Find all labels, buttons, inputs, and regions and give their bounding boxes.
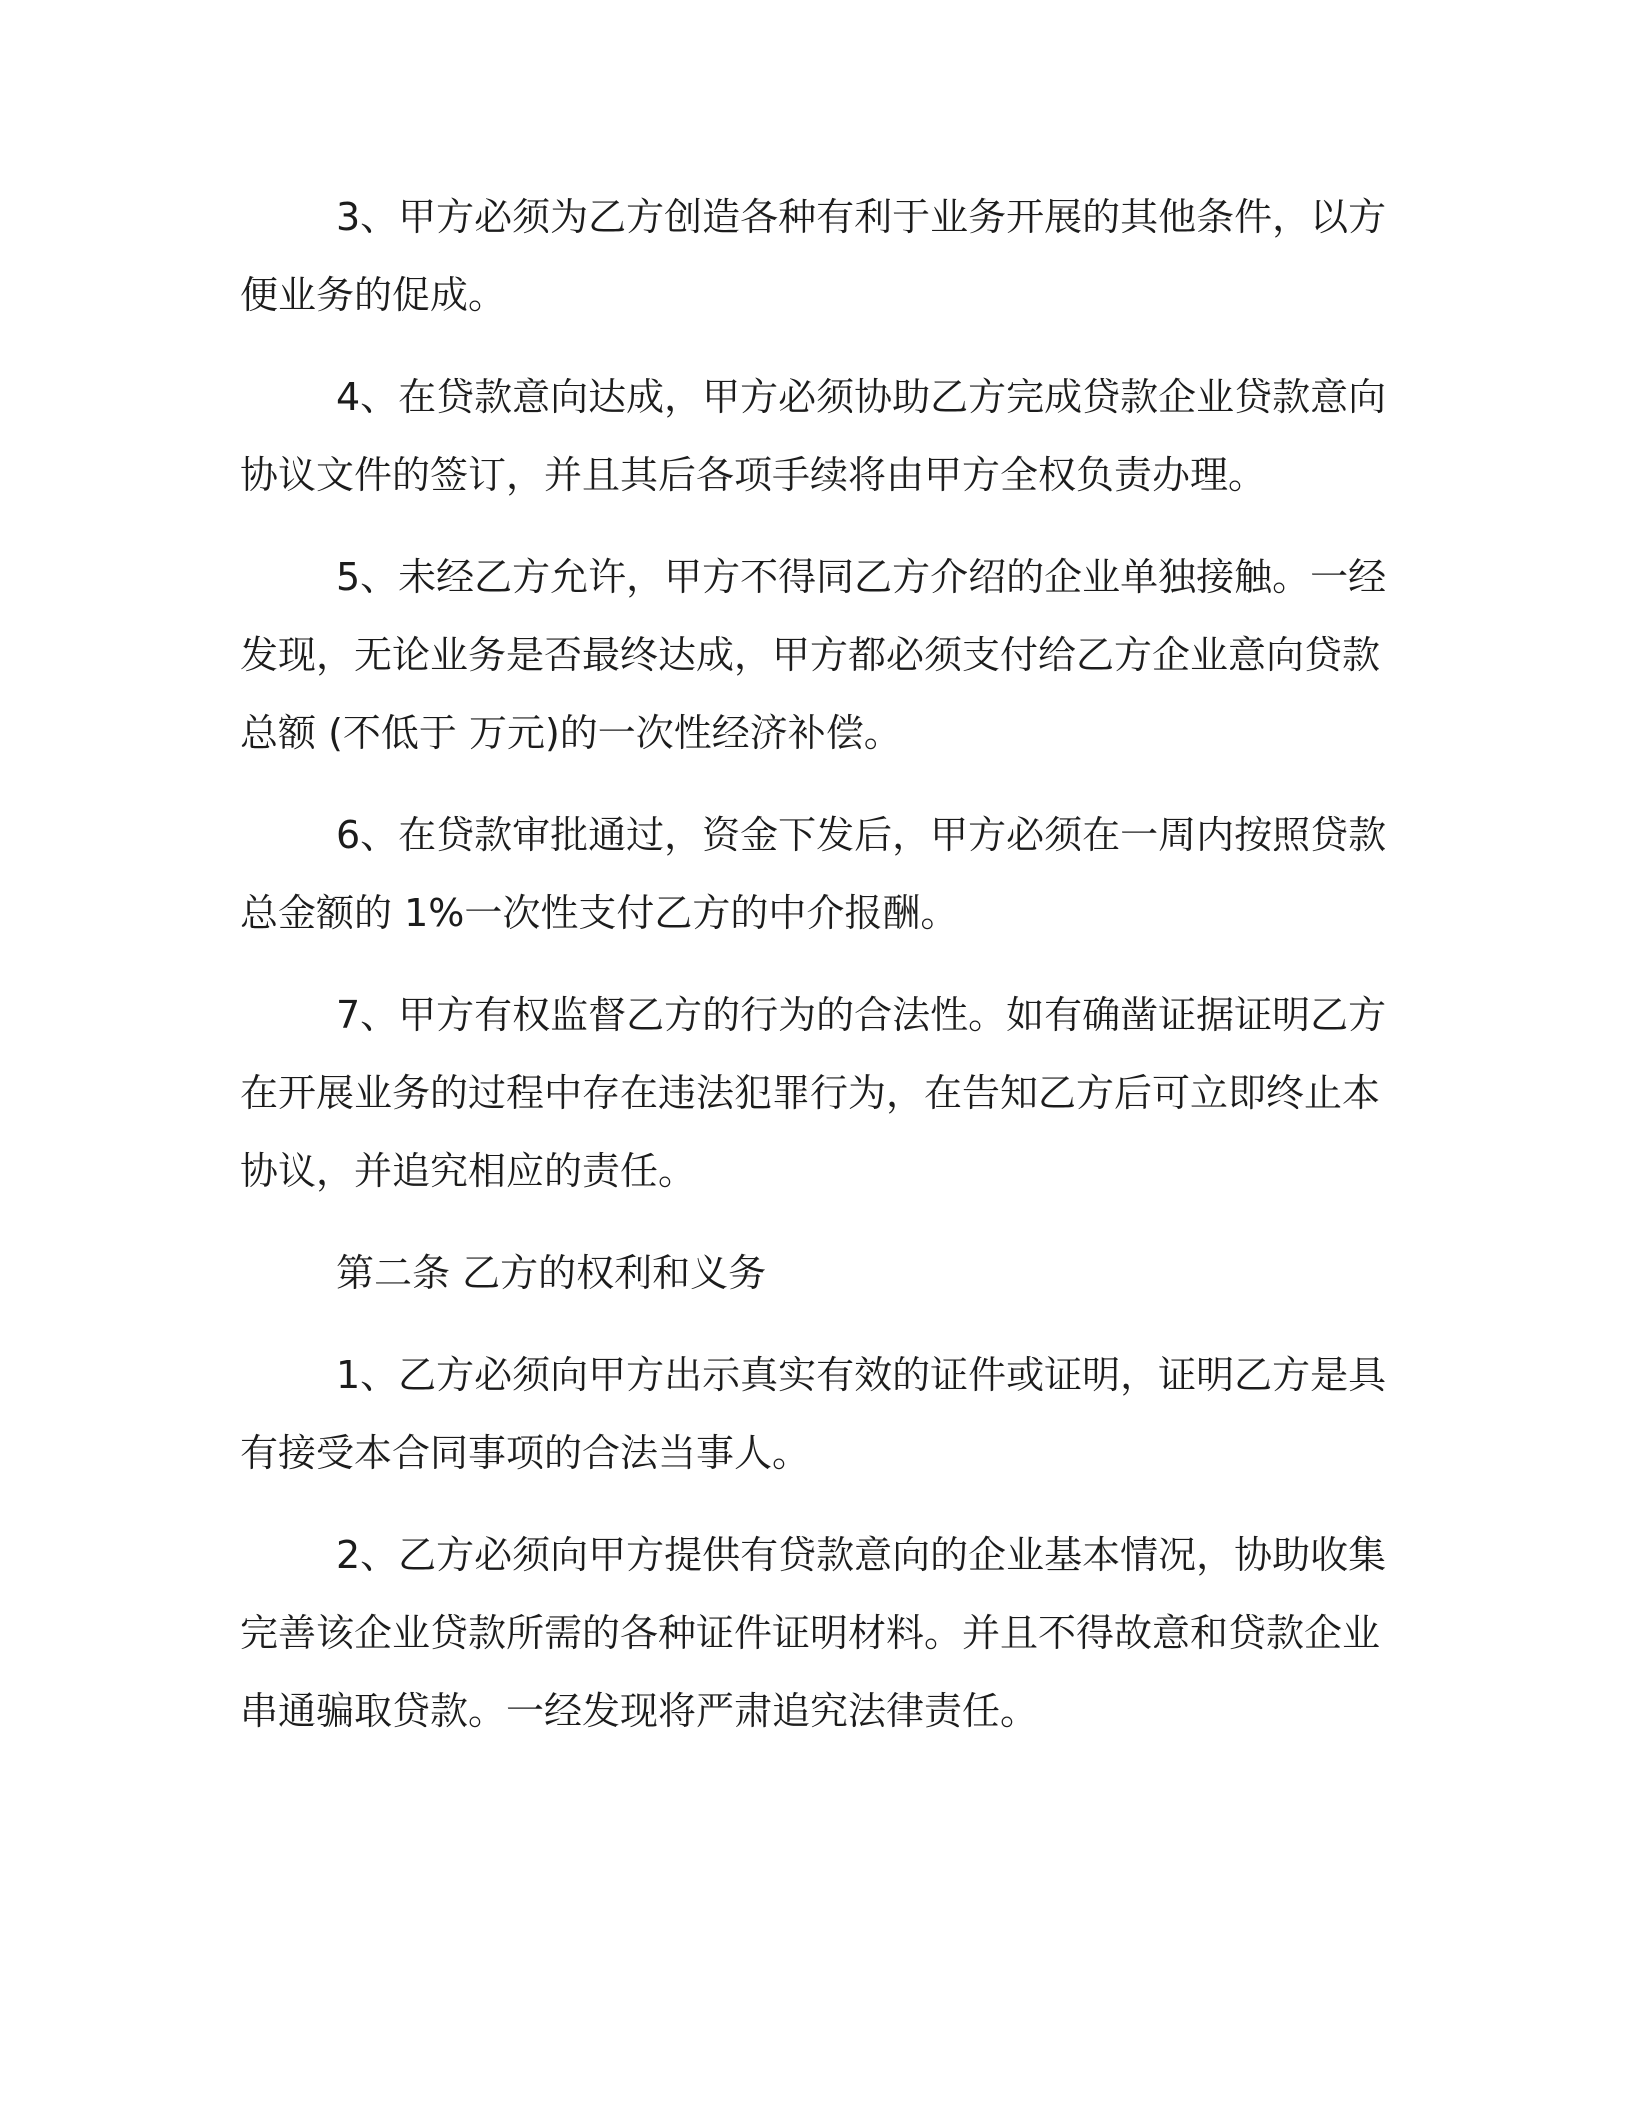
text-line: 5、未经乙方允许，甲方不得同乙方介绍的企业单独接触。一经 [336, 555, 1387, 599]
text-line: 在开展业务的过程中存在违法犯罪行为，在告知乙方后可立即终止本 [240, 1071, 1381, 1115]
text-line: 便业务的促成。 [240, 273, 507, 317]
heading-text: 第二条 乙方的权利和义务 [336, 1251, 767, 1295]
document-body [240, 178, 1387, 1774]
text-line: 协议，并追究相应的责任。 [240, 1149, 697, 1193]
text-line: 串通骗取贷款。一经发现将严肃追究法律责任。 [240, 1689, 1039, 1733]
text-line: 3、甲方必须为乙方创造各种有利于业务开展的其他条件，以方 [336, 195, 1387, 239]
text-line: 4、在贷款意向达成，甲方必须协助乙方完成贷款企业贷款意向 [336, 375, 1387, 419]
clause-a6 [240, 796, 1387, 952]
clause-a4 [240, 358, 1387, 514]
clause-b2 [240, 1516, 1387, 1750]
text-line: 6、在贷款审批通过，资金下发后，甲方必须在一周内按照贷款 [336, 813, 1387, 857]
text-line: 2、乙方必须向甲方提供有贷款意向的企业基本情况，协助收集 [336, 1533, 1387, 1577]
text-line: 7、甲方有权监督乙方的行为的合法性。如有确凿证据证明乙方 [336, 993, 1387, 1037]
clause-a7 [240, 976, 1387, 1210]
text-line: 总金额的 1%一次性支付乙方的中介报酬。 [240, 891, 959, 935]
clause-a5 [240, 538, 1387, 772]
clause-b1 [240, 1336, 1387, 1492]
text-line: 有接受本合同事项的合法当事人。 [240, 1431, 811, 1475]
text-line: 完善该企业贷款所需的各种证件证明材料。并且不得故意和贷款企业 [240, 1611, 1381, 1655]
text-line: 发现，无论业务是否最终达成，甲方都必须支付给乙方企业意向贷款 [240, 633, 1381, 677]
text-line: 1、乙方必须向甲方出示真实有效的证件或证明，证明乙方是具 [336, 1353, 1387, 1397]
section-heading [240, 1234, 1360, 1312]
clause-a3 [240, 178, 1387, 334]
text-line: 协议文件的签订，并且其后各项手续将由甲方全权负责办理。 [240, 453, 1267, 497]
text-line: 总额 (不低于 万元)的一次性经济补偿。 [240, 711, 902, 755]
